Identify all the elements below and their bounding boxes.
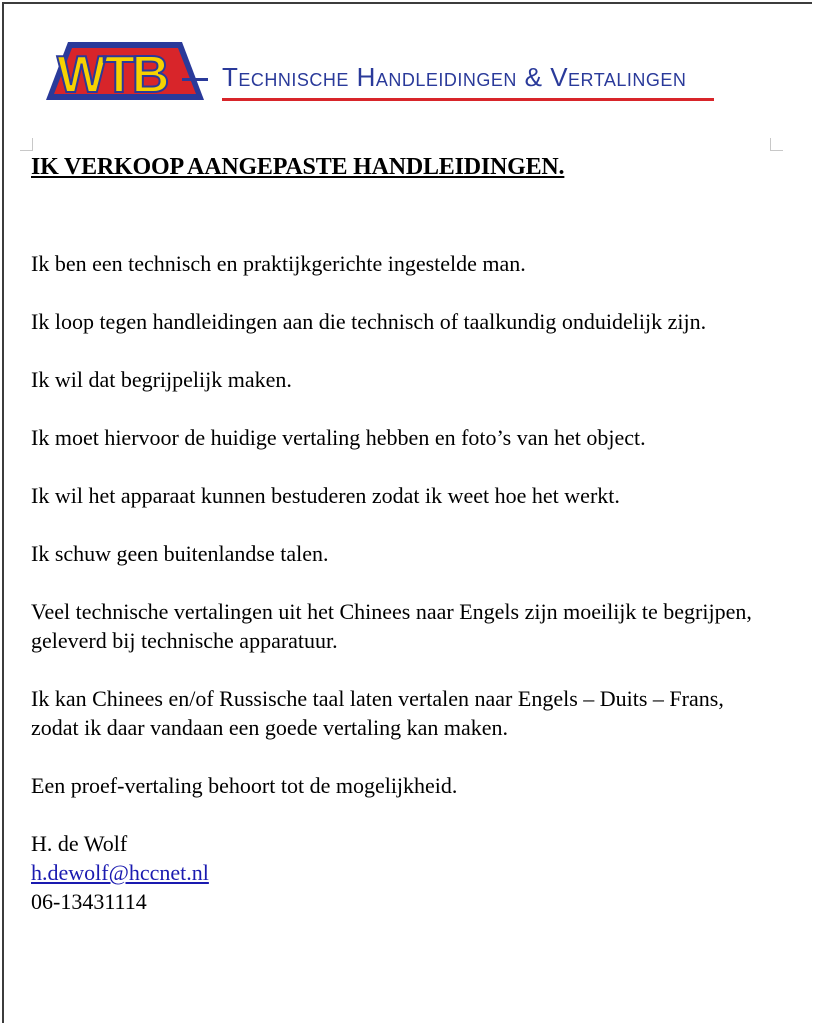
crop-mark-right — [770, 138, 783, 151]
paragraph: Ik ben een technisch en praktijkgerichte ingestelde man. — [31, 251, 526, 276]
paragraph: Veel technische vertalingen uit het Chinees naar Engels zijn moeilijk te begrijpen, geleverd bij technische apparatuur. — [31, 599, 752, 653]
signature-name: H. de Wolf — [31, 831, 128, 856]
phone-number: 06-13431114 — [31, 889, 147, 914]
wtb-logo — [32, 34, 720, 104]
logo-tagline: Technische Handleidingen & Vertalingen — [222, 62, 687, 92]
paragraph: Een proef-vertaling behoort tot de mogelijkheid. — [31, 773, 458, 798]
email-link[interactable]: h.dewolf@hccnet.nl — [31, 860, 209, 885]
logo-underline — [222, 98, 714, 101]
wtb-logo-mark — [32, 34, 212, 104]
document-body — [31, 152, 771, 916]
svg-text:WTB: WTB — [57, 46, 167, 104]
paragraph: Ik kan Chinees en/of Russische taal laten vertalen naar Engels – Duits – Frans, zodat ik daar vandaan een goede vertaling kan maken. — [31, 686, 724, 740]
paragraph: Ik wil dat begrijpelijk maken. — [31, 367, 292, 392]
paragraph: Ik moet hiervoor de huidige vertaling hebben en foto’s van het object. — [31, 425, 646, 450]
crop-mark-left — [20, 138, 33, 151]
signature-block — [31, 829, 771, 916]
paragraph: Ik schuw geen buitenlandse talen. — [31, 541, 329, 566]
document-page — [2, 2, 812, 1023]
paragraph: Ik loop tegen handleidingen aan die technisch of taalkundig onduidelijk zijn. — [31, 309, 707, 334]
paragraph: Ik wil het apparaat kunnen bestuderen zodat ik weet hoe het werkt. — [31, 483, 620, 508]
page-title: IK VERKOOP AANGEPASTE HANDLEIDINGEN. — [31, 154, 565, 180]
